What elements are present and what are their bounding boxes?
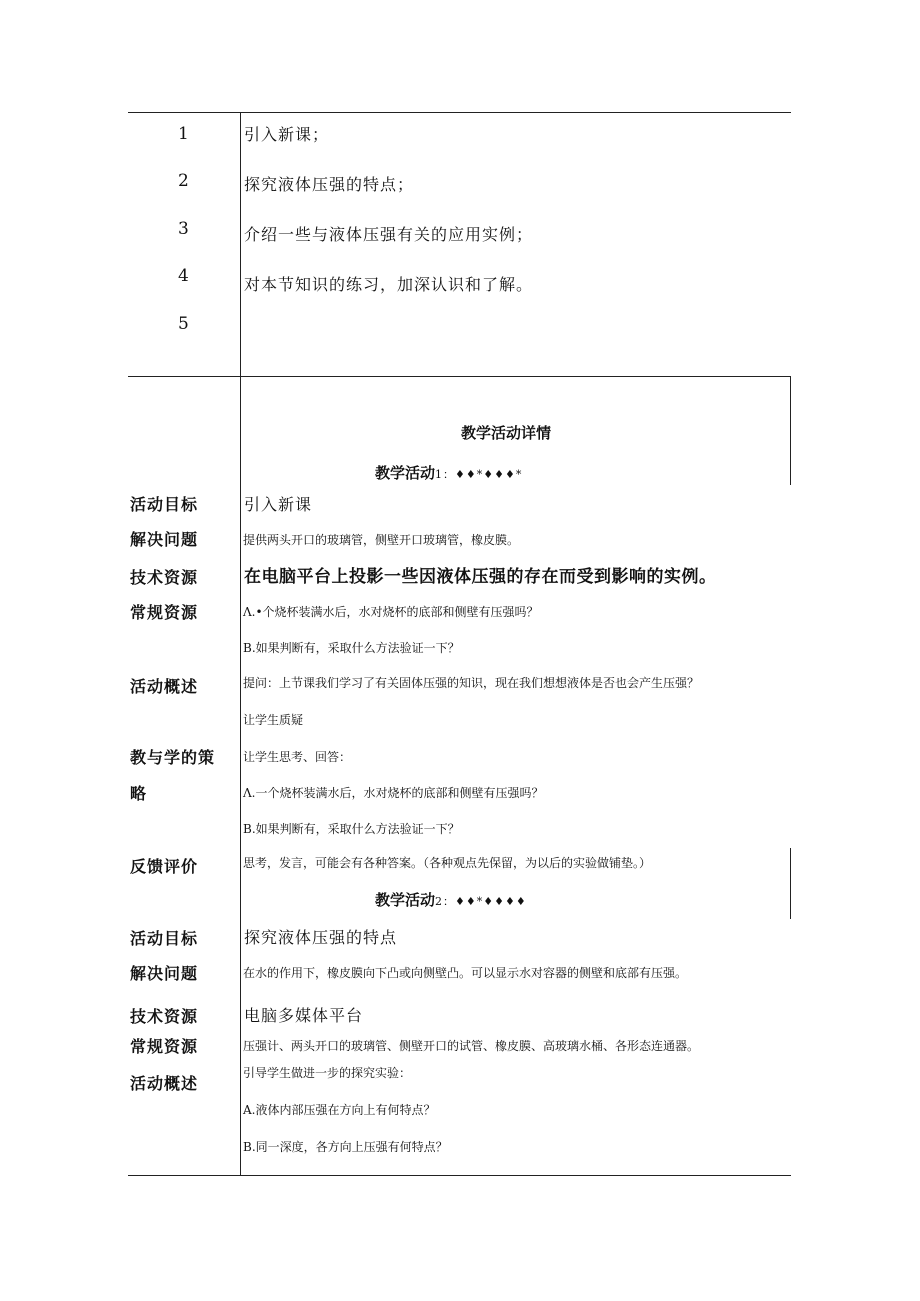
a1-label-strategy-2: 略 bbox=[130, 784, 148, 803]
a1-label-tech: 技术资源 bbox=[130, 568, 199, 587]
a1-line-4: 让学生质疑 bbox=[243, 713, 304, 727]
outline-number-4: 4 bbox=[178, 266, 189, 286]
activity2-heading-suffix: 2：♦♦*♦♦♦♦ bbox=[435, 895, 527, 908]
outline-number-1: 1 bbox=[178, 124, 189, 144]
activity1-heading-text: 教学活动 bbox=[375, 464, 436, 482]
outline-number-3: 3 bbox=[178, 219, 189, 239]
a1-tech: 在电脑平台上投影一些因液体压强的存在而受到影响的实例。 bbox=[244, 567, 717, 587]
a2-label-goal: 活动目标 bbox=[130, 929, 199, 948]
outline-bottom-rule bbox=[128, 376, 791, 377]
right-border-lower bbox=[790, 848, 791, 919]
detail-title: 教学活动详情 bbox=[461, 424, 552, 442]
a1-label-strategy-1: 教与学的策 bbox=[130, 748, 216, 767]
a1-label-regular: 常规资源 bbox=[130, 603, 199, 622]
a2-label-tech: 技术资源 bbox=[130, 1007, 199, 1026]
a2-line-3: B.同一深度，各方向上压强有何特点？ bbox=[243, 1140, 448, 1154]
a2-tech: 电脑多媒体平台 bbox=[244, 1006, 364, 1025]
a1-line-3: 提问：上节课我们学习了有关固体压强的知识，现在我们想想液体是否也会产生压强？ bbox=[243, 676, 700, 690]
a1-label-problem: 解决问题 bbox=[130, 530, 199, 549]
a2-label-problem: 解决问题 bbox=[130, 964, 199, 983]
a2-label-regular: 常规资源 bbox=[130, 1037, 199, 1056]
a1-line-8: 思考，发言，可能会有各种答案。（各种观点先保留，为以后的实验做铺垫。） bbox=[243, 856, 652, 870]
a2-line-1: 引导学生做进一步的探究实验： bbox=[243, 1066, 412, 1080]
a1-label-overview: 活动概述 bbox=[130, 677, 199, 696]
a2-label-overview: 活动概述 bbox=[130, 1074, 199, 1093]
a2-problem: 在水的作用下，橡皮膜向下凸或向侧壁凸。可以显示水对容器的侧壁和底部有压强。 bbox=[243, 966, 688, 980]
a1-problem: 提供两头开口的玻璃管，侧壁开口玻璃管，橡皮膜。 bbox=[243, 533, 520, 547]
outline-number-2: 2 bbox=[178, 171, 189, 191]
a1-line-5: 让学生思考、回答： bbox=[243, 750, 352, 764]
a2-goal: 探究液体压强的特点 bbox=[244, 928, 398, 947]
activity2-heading-text: 教学活动 bbox=[375, 891, 436, 909]
top-rule bbox=[128, 112, 791, 113]
right-border-upper bbox=[790, 376, 791, 485]
column-divider bbox=[240, 112, 241, 1175]
activity1-heading-suffix: 1：♦♦*♦♦♦* bbox=[435, 468, 523, 481]
outline-item-2: 探究液体压强的特点； bbox=[244, 175, 415, 194]
a1-line-1: Λ.•个烧杯装满水后，水对烧杯的底部和侧壁有压强吗？ bbox=[243, 605, 539, 619]
outline-item-1: 引入新课； bbox=[244, 125, 330, 144]
a2-line-2: A.液体内部压强在方向上有何特点？ bbox=[243, 1103, 436, 1117]
a1-line-2: B.如果判断有，采取什么方法验证一下？ bbox=[243, 641, 460, 655]
a1-line-6: Λ.一个烧杯装满水后，水对烧杯的底部和侧壁有压强吗？ bbox=[243, 786, 544, 800]
outline-item-4: 对本节知识的练习，加深认识和了解。 bbox=[244, 275, 534, 294]
a1-goal: 引入新课 bbox=[244, 495, 313, 514]
bottom-rule bbox=[128, 1175, 791, 1176]
activity2-heading bbox=[375, 893, 527, 908]
activity1-heading bbox=[375, 466, 522, 481]
a2-regular: 压强计、两头开口的玻璃管、侧壁开口的试管、橡皮膜、高玻璃水桶、各形态连通器。 bbox=[243, 1039, 700, 1053]
outline-number-5: 5 bbox=[178, 314, 189, 334]
outline-item-3: 介绍一些与液体压强有关的应用实例； bbox=[244, 225, 534, 244]
a1-label-goal: 活动目标 bbox=[130, 495, 199, 514]
a1-line-7: B.如果判断有，采取什么方法验证一下？ bbox=[243, 822, 460, 836]
a1-label-feedback: 反馈评价 bbox=[130, 857, 199, 876]
